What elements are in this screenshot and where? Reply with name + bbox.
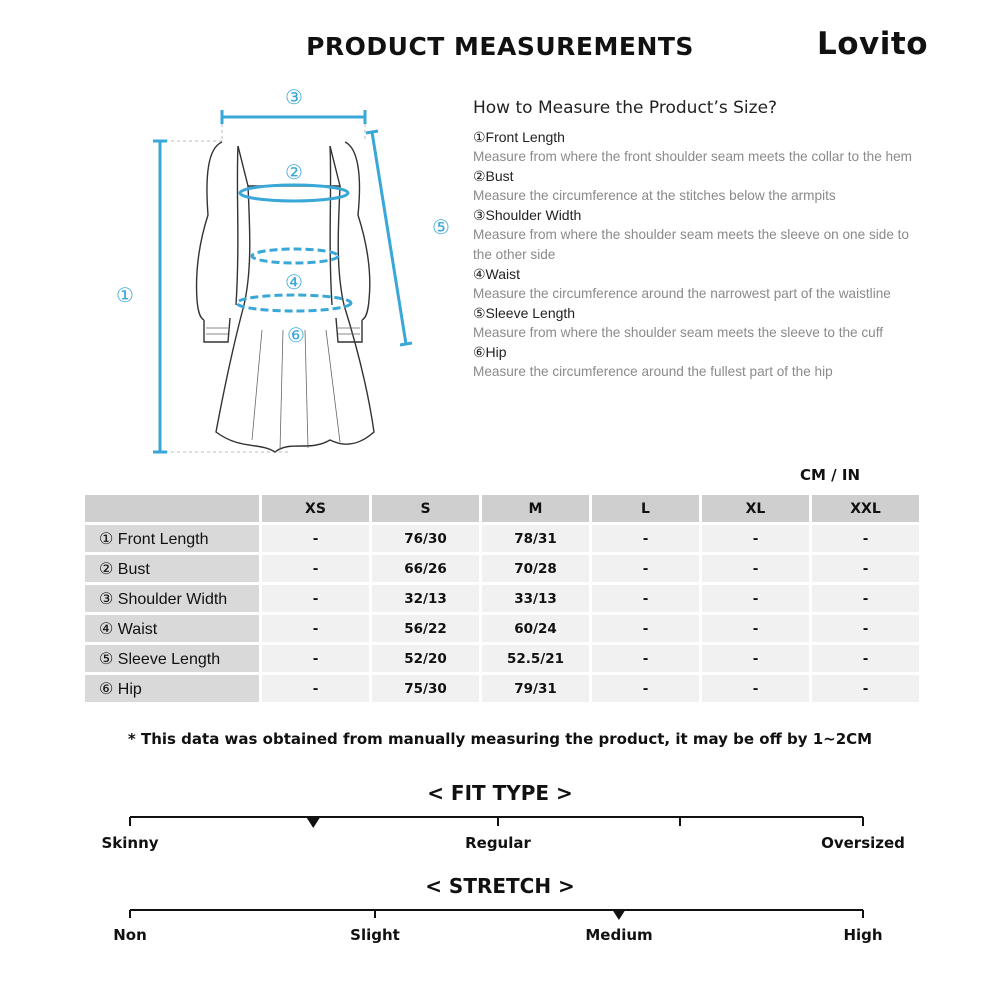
table-cell: -: [262, 645, 369, 672]
table-cell: -: [262, 525, 369, 552]
guide-item-label: ⑤Sleeve Length: [473, 305, 576, 321]
row-label: ⑥ Hip: [85, 675, 259, 702]
fit-label-skinny: Skinny: [101, 834, 159, 852]
stretch-label-slight: Slight: [350, 926, 400, 944]
fit-label-oversized: Oversized: [821, 834, 905, 852]
guide-item-label: ②Bust: [473, 168, 514, 184]
guide-item-desc: Measure from where the shoulder seam meets the sleeve on one side to the other side: [473, 227, 909, 262]
table-cell: -: [812, 615, 919, 642]
column-header: L: [592, 495, 699, 522]
fit-label-regular: Regular: [465, 834, 531, 852]
stretch-label-medium: Medium: [585, 926, 653, 944]
table-cell: -: [812, 555, 919, 582]
marker-3: ③: [285, 85, 303, 109]
fit-type-marker: [306, 817, 320, 828]
table-cell: -: [812, 675, 919, 702]
table-cell: -: [592, 525, 699, 552]
marker-4: ④: [285, 270, 303, 294]
table-cell: 52/20: [372, 645, 479, 672]
row-label: ② Bust: [85, 555, 259, 582]
table-cell: 76/30: [372, 525, 479, 552]
table-cell: -: [702, 615, 809, 642]
table-cell: 78/31: [482, 525, 589, 552]
table-cell: -: [702, 555, 809, 582]
table-cell: 60/24: [482, 615, 589, 642]
row-label: ⑤ Sleeve Length: [85, 645, 259, 672]
table-cell: -: [702, 585, 809, 612]
column-header: S: [372, 495, 479, 522]
row-label: ① Front Length: [85, 525, 259, 552]
fit-type-title: < FIT TYPE >: [427, 781, 573, 805]
column-header: XL: [702, 495, 809, 522]
guide-item-desc: Measure the circumference around the fullest part of the hip: [473, 364, 833, 379]
row-label: ③ Shoulder Width: [85, 585, 259, 612]
table-cell: -: [592, 615, 699, 642]
guide-item-label: ④Waist: [473, 266, 521, 282]
row-label: ④ Waist: [85, 615, 259, 642]
table-cell: -: [702, 525, 809, 552]
table-cell: 79/31: [482, 675, 589, 702]
page-title: PRODUCT MEASUREMENTS: [306, 32, 694, 61]
table-cell: -: [812, 585, 919, 612]
table-cell: 33/13: [482, 585, 589, 612]
marker-6: ⑥: [287, 323, 305, 347]
table-cell: 75/30: [372, 675, 479, 702]
table-cell: -: [592, 645, 699, 672]
guide-item-label: ①Front Length: [473, 129, 565, 145]
table-cell: -: [262, 585, 369, 612]
guide-item-desc: Measure the circumference at the stitches below the armpits: [473, 188, 836, 203]
stretch-title: < STRETCH >: [425, 874, 575, 898]
table-cell: 52.5/21: [482, 645, 589, 672]
table-cell: -: [262, 675, 369, 702]
marker-5: ⑤: [432, 215, 450, 239]
unit-label: CM / IN: [800, 466, 860, 484]
table-cell: -: [592, 555, 699, 582]
disclaimer-note: * This data was obtained from manually measuring the product, it may be off by 1~2CM: [127, 730, 873, 748]
table-cell: -: [592, 585, 699, 612]
column-header: M: [482, 495, 589, 522]
table-cell: 70/28: [482, 555, 589, 582]
marker-1: ①: [116, 283, 134, 307]
stretch-label-high: High: [843, 926, 883, 944]
table-cell: -: [592, 675, 699, 702]
table-cell: -: [262, 555, 369, 582]
guide-item-label: ⑥Hip: [473, 344, 507, 360]
column-header: XXL: [812, 495, 919, 522]
table-cell: 56/22: [372, 615, 479, 642]
guide-item-desc: Measure from where the front shoulder seam meets the collar to the hem: [473, 149, 912, 164]
stretch-marker: [612, 909, 626, 920]
brand-logo: Lovito: [817, 26, 929, 62]
column-header: XS: [262, 495, 369, 522]
guide-item-desc: Measure the circumference around the narrowest part of the waistline: [473, 286, 891, 301]
marker-2: ②: [285, 160, 303, 184]
guide-heading: How to Measure the Product’s Size?: [473, 98, 778, 118]
table-cell: -: [702, 675, 809, 702]
table-cell: -: [812, 525, 919, 552]
table-cell: 66/26: [372, 555, 479, 582]
guide-item-desc: Measure from where the shoulder seam meets the sleeve to the cuff: [473, 325, 884, 340]
stretch-label-non: Non: [113, 926, 147, 944]
table-cell: -: [702, 645, 809, 672]
table-cell: -: [812, 645, 919, 672]
table-cell: 32/13: [372, 585, 479, 612]
guide-item-label: ③Shoulder Width: [473, 207, 582, 223]
table-cell: -: [262, 615, 369, 642]
